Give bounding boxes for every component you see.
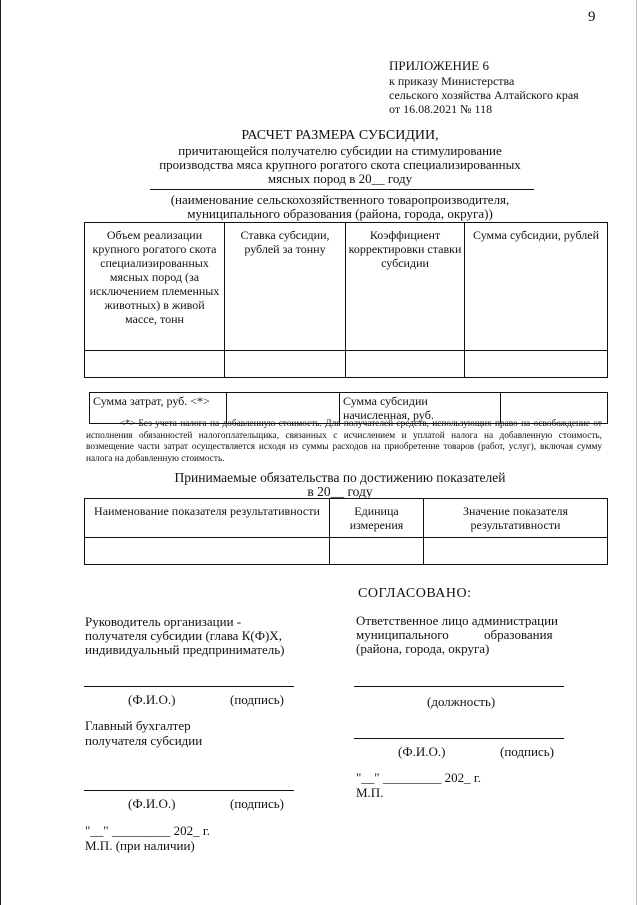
head-fio-caption: (Ф.И.О.) xyxy=(128,692,176,707)
head-signature-line xyxy=(84,686,294,687)
producer-caption-1: (наименование сельскохозяйственного товаропроизводителя, xyxy=(170,192,510,207)
cell-correction-coefficient[interactable] xyxy=(346,351,465,378)
left-stamp: М.П. (при наличии) xyxy=(85,838,195,853)
heading-line-4: мясных пород в 20__ году xyxy=(267,171,413,186)
accountant-line-2: получателя субсидии xyxy=(85,733,203,748)
head-line-3: индивидуальный предприниматель) xyxy=(85,642,285,657)
official-signature-line xyxy=(354,738,564,739)
left-date: "__" _________ 202_ г. xyxy=(85,823,210,838)
obligations-title-1: Принимаемые обязательства по достижению показателей xyxy=(174,470,506,485)
header-subsidy-sum: Сумма субсидии, рублей xyxy=(465,223,608,351)
subsidy-calc-table xyxy=(84,222,608,378)
appendix-line-3: от 16.08.2021 № 118 xyxy=(389,102,493,116)
header-indicator-value: Значение показателя результативности xyxy=(424,499,608,538)
right-stamp: М.П. xyxy=(356,785,384,800)
heading-line-3: производства мяса крупного рогатого скота специализированных xyxy=(159,157,521,172)
vat-footnote: <*> Без учета налога на добавленную стоимость. Для получателей средств, использующих право на освобождение от исполнения обязанностей налогоплательщика, связанных с исчислением и уплатой налога на добавленную стоимость, возмещение части затрат осуществляется исходя из суммы расходов на приобретение товаров (работ, услуг), включая сумму налога на добавленную стоимость. xyxy=(86,419,602,464)
header-unit: Единица измерения xyxy=(330,499,424,538)
subsidy-table-header-row xyxy=(85,223,608,351)
indicators-data-row xyxy=(85,538,608,565)
position-line xyxy=(354,686,564,687)
head-line-2: получателя субсидии (глава К(Ф)Х, xyxy=(85,628,282,643)
accountant-sign-caption: (подпись) xyxy=(230,796,284,811)
appendix-line-1: к приказу Министерства xyxy=(389,74,515,88)
indicators-table xyxy=(84,498,608,565)
accountant-signature-line xyxy=(84,790,294,791)
producer-caption-2: муниципального образования (района, города, округа)) xyxy=(187,206,493,221)
cell-indicator-name[interactable] xyxy=(85,538,330,565)
appendix-title: ПРИЛОЖЕНИЕ 6 xyxy=(389,58,489,73)
header-indicator-name: Наименование показателя результативности xyxy=(85,499,330,538)
official-line-2a: муниципального xyxy=(356,627,449,642)
costs-sum-label: Сумма затрат, руб. <*> xyxy=(90,393,227,424)
accountant-line-1: Главный бухгалтер xyxy=(85,718,191,733)
agreed-label: СОГЛАСОВАНО: xyxy=(358,586,472,601)
cell-subsidy-sum[interactable] xyxy=(465,351,608,378)
position-caption: (должность) xyxy=(427,694,496,709)
cell-indicator-value[interactable] xyxy=(424,538,608,565)
subsidy-accrued-label: Сумма субсидии начисленная, руб. xyxy=(340,393,501,424)
page-number: 9 xyxy=(588,9,596,25)
right-date: "__" _________ 202_ г. xyxy=(356,770,481,785)
page-edge-left xyxy=(0,0,1,905)
producer-name-line xyxy=(150,189,534,190)
cell-subsidy-rate[interactable] xyxy=(225,351,346,378)
subsidy-table-data-row xyxy=(85,351,608,378)
obligations-title-2: в 20__ году xyxy=(307,484,373,499)
accountant-fio-caption: (Ф.И.О.) xyxy=(128,796,176,811)
cell-unit[interactable] xyxy=(330,538,424,565)
header-correction-coefficient: Коэффициент корректировки ставки субсидии xyxy=(346,223,465,351)
official-sign-caption: (подпись) xyxy=(500,744,554,759)
official-line-3: (района, города, округа) xyxy=(356,641,490,656)
official-line-1: Ответственное лицо администрации xyxy=(356,613,559,628)
header-sales-volume: Объем реализации крупного рогатого скота специализированных мясных пород (за исключением племенных животных) в живой массе, тонн xyxy=(85,223,225,351)
page-edge-right xyxy=(636,0,637,905)
appendix-line-2: сельского хозяйства Алтайского края xyxy=(389,88,579,102)
indicators-header-row xyxy=(85,499,608,538)
cell-sales-volume[interactable] xyxy=(85,351,225,378)
official-fio-caption: (Ф.И.О.) xyxy=(398,744,446,759)
head-line-1: Руководитель организации - xyxy=(85,614,242,629)
heading-line-2: причитающейся получателю субсидии на стимулирование xyxy=(178,143,502,158)
header-subsidy-rate: Ставка субсидии, рублей за тонну xyxy=(225,223,346,351)
head-sign-caption: (подпись) xyxy=(230,692,284,707)
heading-line-1: РАСЧЕТ РАЗМЕРА СУБСИДИИ, xyxy=(241,128,439,143)
official-line-2b: образования xyxy=(484,627,553,642)
